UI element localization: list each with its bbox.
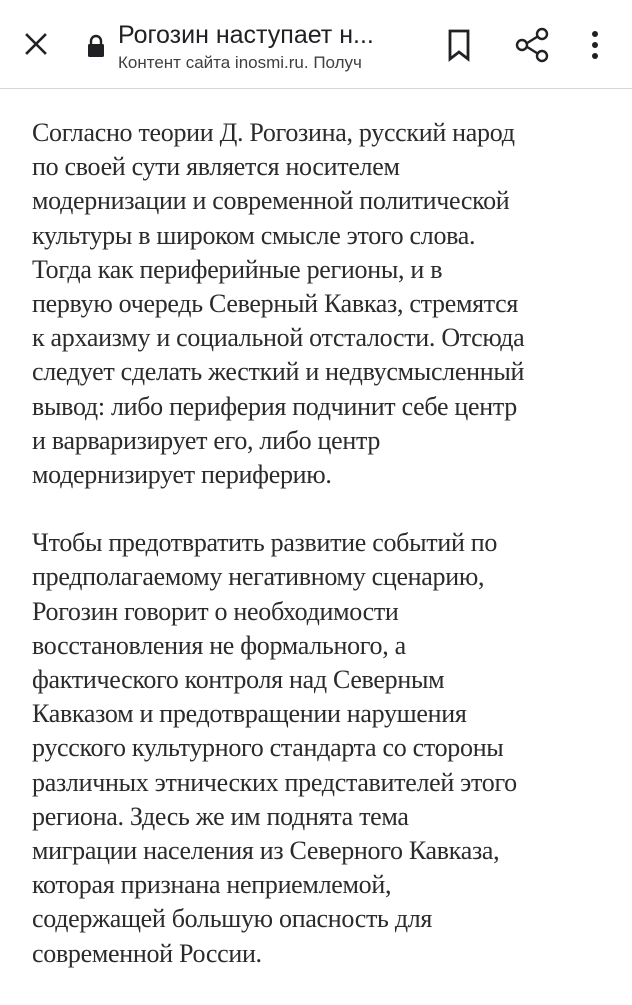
bookmark-button[interactable] <box>444 28 474 62</box>
more-vertical-icon <box>584 28 606 62</box>
share-icon <box>512 26 552 64</box>
paragraph-line: культуры в широком смысле этого слова. <box>32 220 476 250</box>
paragraph-line: вывод: либо периферия подчинит себе центр <box>32 391 517 421</box>
page-title: Рогозин наступает н... <box>118 21 374 49</box>
paragraph-line: модернизации и современной политической <box>32 186 510 216</box>
paragraph-line: Чтобы предотвратить развитие событий по <box>32 528 498 558</box>
page-url-subtitle: Контент сайта inosmi.ru. Получ <box>118 53 362 72</box>
paragraph-line: различных этнических представителей этого <box>32 767 517 797</box>
bookmark-icon <box>444 28 474 62</box>
paragraph-line: первую очередь Северный Кавказ, стремятся <box>32 289 519 319</box>
paragraph-line: по своей сути является носителем <box>32 152 400 182</box>
paragraph-line: к архаизму и социальной отсталости. Отсюда <box>32 323 525 353</box>
article-paragraph <box>32 526 616 971</box>
close-button[interactable] <box>20 28 52 60</box>
article-paragraph <box>32 116 616 492</box>
paragraph-line: Согласно теории Д. Рогозина, русский народ <box>32 118 515 147</box>
browser-toolbar <box>0 0 632 89</box>
share-button[interactable] <box>512 26 552 64</box>
lock-icon <box>86 34 106 58</box>
article-body <box>32 116 616 1005</box>
paragraph-line: миграции населения из Северного Кавказа, <box>32 836 500 866</box>
paragraph-line: современной России. <box>32 938 262 968</box>
more-options-button[interactable] <box>584 28 606 62</box>
paragraph-line: которая признана неприемлемой, <box>32 870 392 900</box>
paragraph-line: и варваризирует его, либо центр <box>32 425 381 455</box>
paragraph-line: модернизирует периферию. <box>32 460 332 490</box>
paragraph-line: региона. Здесь же им поднята тема <box>32 801 409 831</box>
paragraph-line: Тогда как периферийные регионы, и в <box>32 254 443 284</box>
paragraph-line: восстановления не формального, а <box>32 630 406 660</box>
paragraph-line: Кавказом и предотвращении нарушения <box>32 699 467 729</box>
paragraph-line: содержащей большую опасность для <box>32 904 433 934</box>
close-icon <box>20 28 52 60</box>
paragraph-line: русского культурного стандарта со стороны <box>32 733 504 763</box>
paragraph-line: следует сделать жесткий и недвусмысленный <box>32 357 525 387</box>
paragraph-line: предполагаемому негативному сценарию, <box>32 562 485 592</box>
paragraph-line: фактического контроля над Северным <box>32 665 445 695</box>
paragraph-line: Рогозин говорит о необходимости <box>32 596 399 626</box>
